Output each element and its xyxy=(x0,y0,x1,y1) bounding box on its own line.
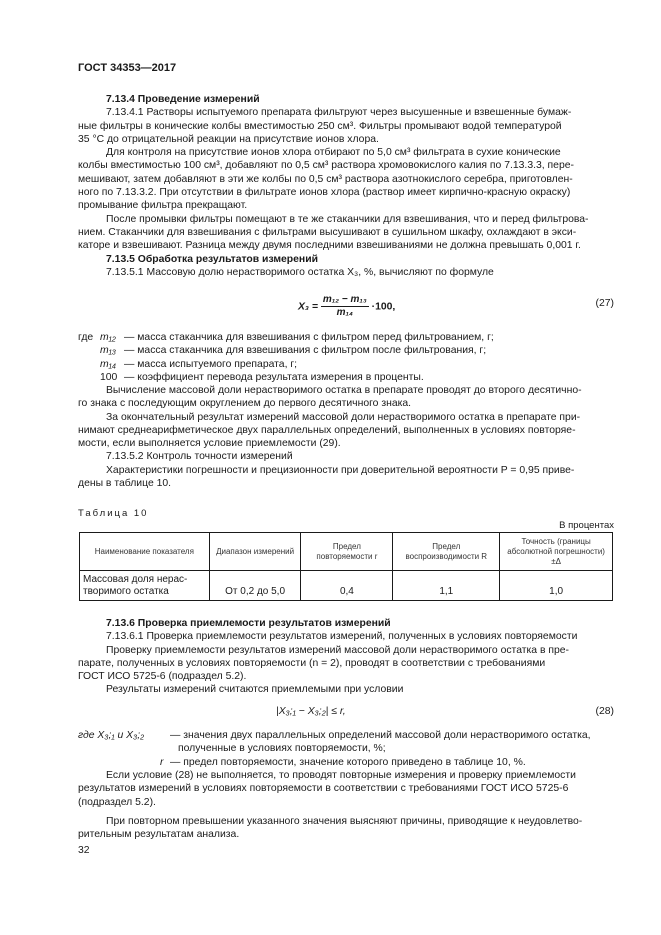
heading-7-13-4: 7.13.4 Проведение измерений xyxy=(106,94,260,105)
text-line: Если условие (28) не выполняется, то проводят повторные измерения и проверку приемлемости xyxy=(106,770,576,781)
legend-text: — коэффициент перевода результата измерения в проценты. xyxy=(124,371,424,383)
table-header-row xyxy=(80,533,613,571)
table-cell: От 0,2 до 5,0 xyxy=(209,571,301,601)
para-7-13-4-1 xyxy=(78,106,614,146)
text-line: ные фильтры в конические колбы вместимостью 250 см³. Фильтры промывают водой температурой xyxy=(78,120,562,132)
legend-item xyxy=(78,344,614,357)
text-line: Вычисление массовой доли нерастворимого остатка в препарате проводят до второго десятично- xyxy=(106,385,582,396)
section-7-13-4 xyxy=(78,93,614,253)
document-code: ГОСТ 34353—2017 xyxy=(78,62,177,74)
legend-item xyxy=(78,756,614,769)
legend-item xyxy=(78,358,614,371)
text-line: нием. Стаканчики для взвешивания с фильтрами высушивают в сушильном шкафу, охлаждают в экси- xyxy=(78,226,577,238)
section-7-13-5-cont xyxy=(78,384,614,490)
para-calculation-rounding xyxy=(78,384,614,411)
formula-denominator: m₁₄ xyxy=(336,307,353,318)
text-line: каторе и взвешивают. Разница между двумя последними взвешиваниями не должна превышать 0,001 г. xyxy=(78,240,581,252)
legend-text: — значения двух параллельных определений массовой доли нерастворимого остатка, xyxy=(170,730,591,741)
legend-symbol: m₁₄ xyxy=(100,358,117,370)
text-line: промывание фильтра прекращают. xyxy=(78,200,248,212)
para-final-result xyxy=(78,411,614,451)
legend-symbol: где X₃;₁ и X₃;₂ xyxy=(78,730,145,741)
legend-item xyxy=(78,371,614,384)
table-header-cell: Предел воспроизводимости R xyxy=(393,533,500,571)
equation-number-28: (28) xyxy=(595,706,614,717)
equation-number-27: (27) xyxy=(595,298,614,309)
text-line: За окончательный результат измерений массовой доли нерастворимого остатка в препарате при- xyxy=(106,411,581,423)
table-cell: 0,4 xyxy=(301,571,393,601)
formula-27 xyxy=(78,290,614,320)
table-header-cell: Наименование показателя xyxy=(80,533,210,571)
legend-item xyxy=(78,729,614,742)
table-cell: 1,0 xyxy=(500,571,613,601)
text-line: При повторном превышении указанного значения выясняют причины, приводящие к неудовлетво- xyxy=(106,815,583,827)
section-7-13-6-cont xyxy=(78,769,614,841)
subheading-7-13-5-2: 7.13.5.2 Контроль точности измерений xyxy=(106,451,293,463)
table-units: В процентах xyxy=(559,520,614,531)
para-7-13-6-1: 7.13.6.1 Проверка приемлемости результатов измерений, полученных в условиях повторяемости xyxy=(106,631,578,643)
para-7-13-5-1: 7.13.5.1 Массовую долю нерастворимого остатка X₃, %, вычисляют по формуле xyxy=(106,267,494,279)
table-caption xyxy=(78,507,148,520)
legend-text: — масса стаканчика для взвешивания с фильтром перед фильтрованием, г; xyxy=(124,332,494,343)
legend-item xyxy=(78,331,614,344)
table-cell: 1,1 xyxy=(393,571,500,601)
formula-28-expression: |X₃;₁ − X₃;₂| ≤ r, xyxy=(276,706,346,717)
heading-7-13-5: 7.13.5 Обработка результатов измерений xyxy=(106,254,318,265)
legend-27 xyxy=(78,331,614,384)
text-line: мешивают, затем добавляют в эти же колбы по 0,5 см³ раствора азотнокислого серебра, приготовлен- xyxy=(78,173,573,185)
legend-symbol: 100 xyxy=(100,371,118,383)
text-line: дены в таблице 10. xyxy=(78,478,172,490)
page-number: 32 xyxy=(78,845,90,856)
table-caption-text: Таблица 10 xyxy=(78,508,149,519)
table-cell: Массовая доля нерас-творимого остатка xyxy=(80,571,210,601)
formula-28 xyxy=(78,703,614,721)
text-line: парате, полученных в условиях повторяемости (n = 2), проводят в соответствии с требованиями xyxy=(78,657,546,669)
legend-symbol: r xyxy=(160,756,164,768)
text-line: (подраздел 5.2). xyxy=(78,796,156,808)
legend-28 xyxy=(78,729,614,769)
legend-text: — масса испытуемого препарата, г; xyxy=(124,358,298,370)
section-7-13-6 xyxy=(78,617,614,697)
para-acceptance-condition: Результаты измерений считаются приемлемыми при условии xyxy=(106,684,404,696)
text-line: Проверку приемлемости результатов измерений массовой доли нерастворимого остатка в пре- xyxy=(106,644,569,656)
legend-text: полученные в условиях повторяемости, %; xyxy=(178,743,386,755)
text-line: колбы вместимостью 100 см³, добавляют по 0,5 см³ раствора хромовокислого калия по 7.13.3.3, пере- xyxy=(78,160,574,172)
text-line: После промывки фильтры помещают в те же стаканчики для взвешивания, что и перед фильтрова- xyxy=(106,213,589,225)
table-header-cell: Точность (границы абсолютной погрешности) ±Δ xyxy=(500,533,613,571)
legend-prefix: где xyxy=(78,332,94,343)
table-header-cell: Предел повторяемости r xyxy=(301,533,393,571)
text-line: 7.13.4.1 Растворы испытуемого препарата фильтруют через высушенные и взвешенные бумаж- xyxy=(106,107,572,119)
para-accuracy-characteristics xyxy=(78,464,614,491)
legend-item xyxy=(78,742,614,755)
legend-symbol: m₁₂ xyxy=(100,332,116,343)
formula-fraction xyxy=(321,294,369,319)
para-acceptability-check xyxy=(78,644,614,684)
heading-7-13-6: 7.13.6 Проверка приемлемости результатов измерений xyxy=(106,618,391,629)
para-chloride-control xyxy=(78,146,614,212)
text-line: ного по 7.13.3.2. При отсутствии в фильтрате ионов хлора (раствор имеет кирпично-красную окраску) xyxy=(78,187,571,199)
text-line: мости, если выполняется условие приемлемости (29). xyxy=(78,438,341,450)
text-line: го знака с последующим округлением до первого десятичного знака. xyxy=(78,398,412,410)
formula-tail: ·100, xyxy=(371,301,396,313)
para-condition-not-met xyxy=(78,769,614,809)
text-line: Характеристики погрешности и прецизионности при доверительной вероятности P = 0,95 приве- xyxy=(106,464,575,476)
formula-lhs: X₃ = xyxy=(298,301,318,313)
table-header-cell: Диапазон измерений xyxy=(209,533,301,571)
legend-text: — масса стаканчика для взвешивания с фильтром после фильтрования, г; xyxy=(124,345,487,357)
text-line: результатов измерений в условиях повторяемости в соответствии с требованиями ГОСТ ИСО 5725-6 xyxy=(78,783,569,795)
legend-symbol: m₁₃ xyxy=(100,345,117,357)
table-10 xyxy=(79,532,613,601)
table-row xyxy=(80,571,613,601)
text-line: рительным результатам анализа. xyxy=(78,829,240,841)
text-line: нимают среднеарифметическое двух параллельных определений, выполненных в условиях повторяе- xyxy=(78,424,576,436)
text-line: ГОСТ ИСО 5725-6 (подраздел 5.2). xyxy=(78,671,247,683)
para-after-washing xyxy=(78,213,614,253)
section-7-13-5 xyxy=(78,253,614,280)
legend-text: — предел повторяемости, значение которого приведено в таблице 10, %. xyxy=(170,756,526,768)
para-repeated-exceedance xyxy=(78,815,614,842)
text-line: Для контроля на присутствие ионов хлора отбирают по 5,0 см³ фильтрата в сухие конические xyxy=(106,147,561,159)
text-line: 35 °С до отрицательной реакции на присутствие ионов хлора. xyxy=(78,133,379,145)
formula-numerator: m₁₂ − m₁₃ xyxy=(322,294,367,305)
